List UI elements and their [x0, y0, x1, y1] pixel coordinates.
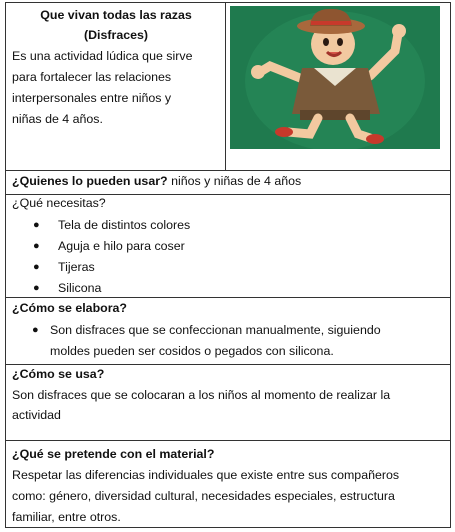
- bullet-icon: ●: [32, 324, 39, 336]
- usage-row: [6, 365, 450, 441]
- needs-item: Aguja e hilo para coser: [58, 239, 185, 253]
- purpose-row: [6, 441, 450, 529]
- elaboration-label: ¿Cómo se elabora?: [12, 301, 127, 315]
- bullet-icon: ●: [33, 282, 40, 294]
- needs-item: Tijeras: [58, 260, 95, 274]
- users-row: [6, 171, 450, 195]
- bullet-icon: ●: [33, 240, 40, 252]
- description-line: niñas de 4 años.: [12, 112, 103, 126]
- elaboration-line: Son disfraces que se confeccionan manualmente, siguiendo: [50, 323, 381, 337]
- needs-row: [6, 195, 450, 298]
- elaboration-line: moldes pueden ser cosidos o pegados con silicona.: [50, 344, 334, 358]
- description-line: interpersonales entre niños y: [12, 91, 172, 105]
- purpose-label: ¿Qué se pretende con el material?: [12, 447, 215, 461]
- header-text-cell: [6, 3, 226, 170]
- activity-title: Que vivan todas las razas: [40, 8, 192, 22]
- description-line: para fortalecer las relaciones: [12, 70, 172, 84]
- activity-subtitle: (Disfraces): [83, 28, 149, 42]
- elaboration-row: [6, 298, 450, 365]
- image-cell: [226, 3, 450, 170]
- purpose-line: como: género, diversidad cultural, necesidades especiales, estructura: [12, 489, 395, 503]
- purpose-line: familiar, entre otros.: [12, 510, 121, 524]
- needs-label: ¿Qué necesitas?: [12, 196, 106, 210]
- needs-item: Tela de distintos colores: [58, 218, 191, 232]
- needs-item: Silicona: [58, 281, 102, 295]
- description-line: Es una actividad lúdica que sirve: [12, 49, 193, 63]
- usage-label: ¿Cómo se usa?: [12, 367, 105, 381]
- bullet-icon: ●: [33, 261, 40, 273]
- users-label: ¿Quienes lo pueden usar?: [12, 174, 168, 188]
- users-value: niños y niñas de 4 años: [171, 174, 302, 188]
- header-row: [6, 3, 450, 171]
- usage-line: Son disfraces que se colocaran a los niños al momento de realizar la: [12, 388, 391, 402]
- usage-line: actividad: [12, 408, 61, 422]
- bullet-icon: ●: [33, 219, 40, 231]
- activity-card: [5, 2, 451, 528]
- child-costume-illustration-icon: [230, 6, 440, 149]
- purpose-line: Respetar las diferencias individuales que existe entre sus compañeros: [12, 468, 400, 482]
